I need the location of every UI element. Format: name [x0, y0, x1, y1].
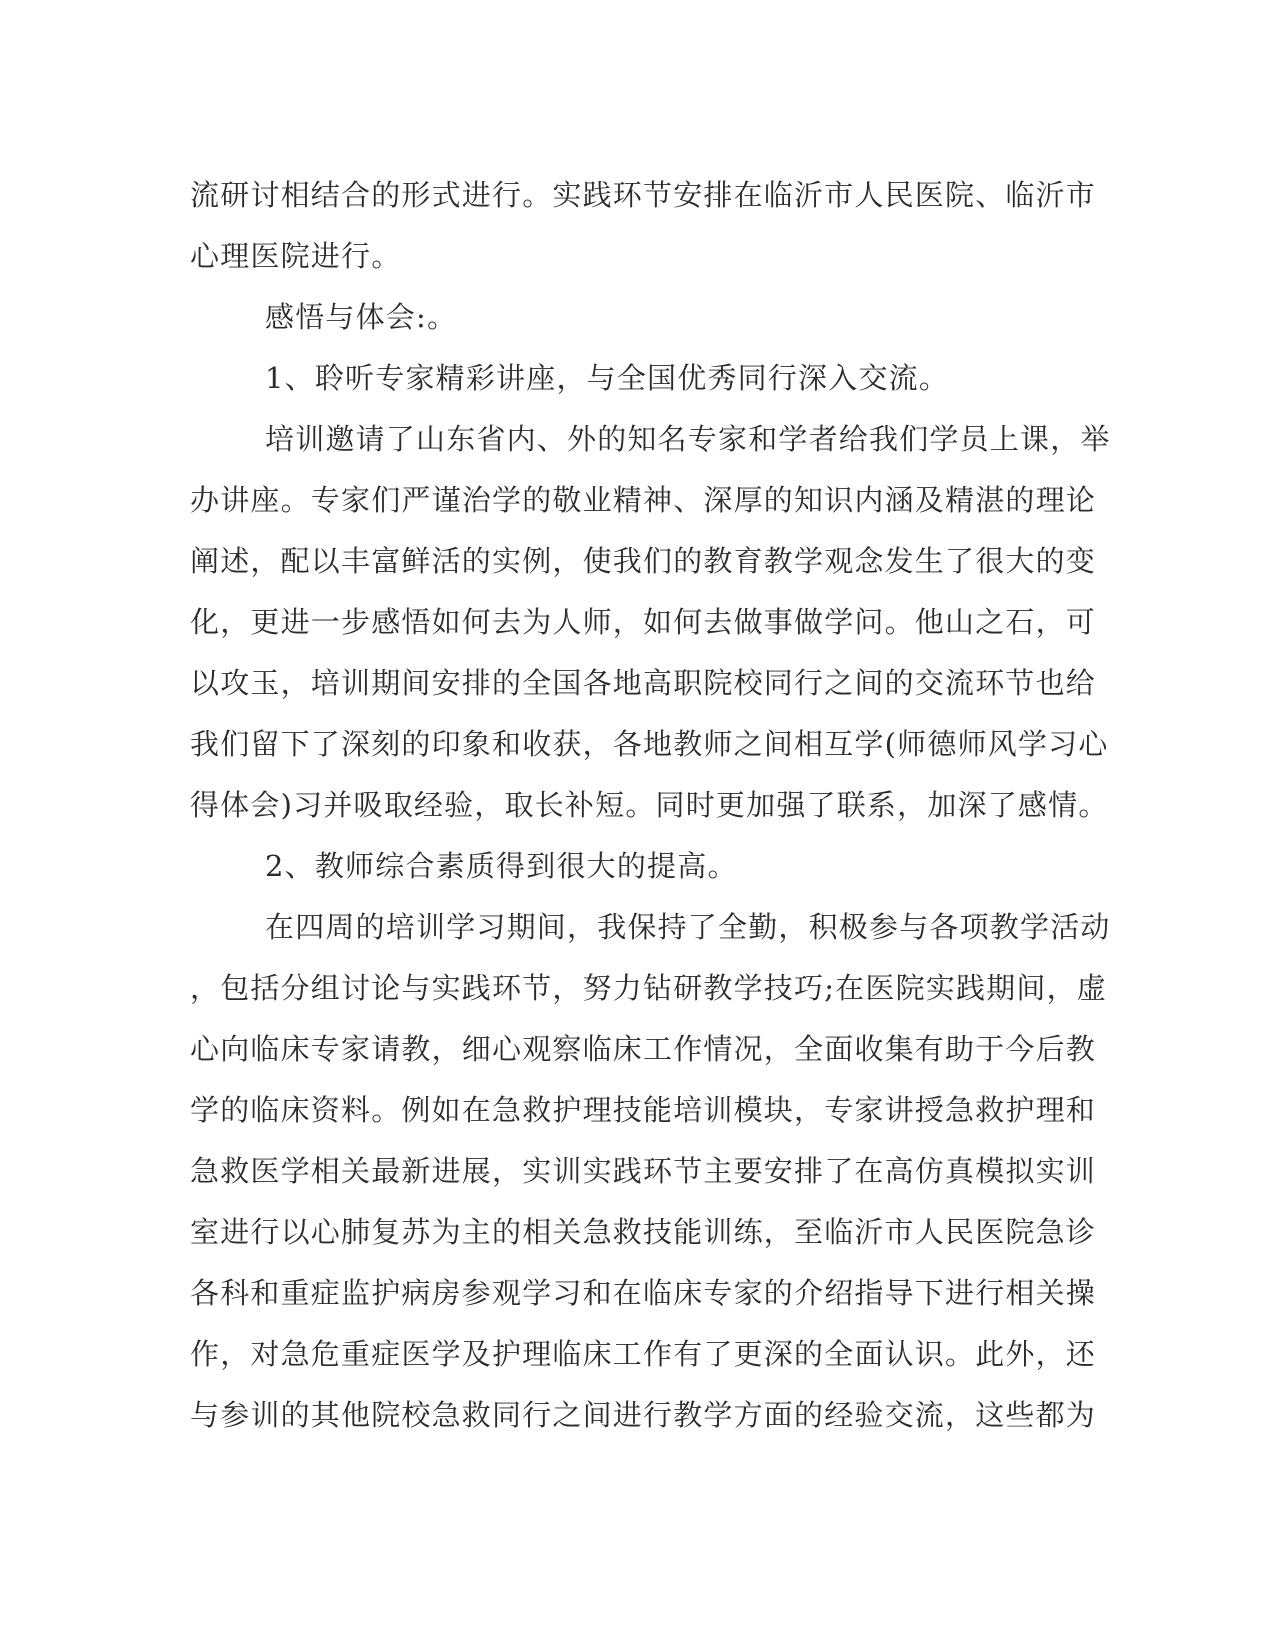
- document-body: [190, 165, 1111, 1446]
- text-line: 在四周的培训学习期间，我保持了全勤，积极参与各项教学活动: [265, 910, 1111, 944]
- text-line: 化，更进一步感悟如何去为人师，如何去做事做学问。他山之石，可: [190, 605, 1097, 639]
- text-line: 各科和重症监护病房参观学习和在临床专家的介绍指导下进行相关操: [190, 1276, 1097, 1310]
- text-line: 室进行以心肺复苏为主的相关急救技能训练，至临沂市人民医院急诊: [190, 1215, 1097, 1249]
- text-line: 作，对急危重症医学及护理临床工作有了更深的全面认识。此外，还: [190, 1337, 1097, 1371]
- text-line: 心理医院进行。: [190, 239, 402, 273]
- text-line: 以攻玉，培训期间安排的全国各地高职院校同行之间的交流环节也给: [190, 666, 1097, 700]
- text-line: 流研讨相结合的形式进行。实践环节安排在临沂市人民医院、临沂市: [190, 178, 1097, 212]
- text-line: 办讲座。专家们严谨治学的敬业精神、深厚的知识内涵及精湛的理论: [190, 483, 1097, 517]
- numbered-heading: 1、聆听专家精彩讲座，与全国优秀同行深入交流。: [265, 361, 950, 395]
- text-line: 急救医学相关最新进展，实训实践环节主要安排了在高仿真模拟实训: [190, 1154, 1097, 1188]
- text-line: ，包括分组讨论与实践环节，努力钻研教学技巧;在医院实践期间，虚: [190, 971, 1107, 1005]
- text-line: 我们留下了深刻的印象和收获，各地教师之间相互学(师德师风学习心: [190, 727, 1109, 761]
- text-line: 阐述，配以丰富鲜活的实例，使我们的教育教学观念发生了很大的变: [190, 544, 1097, 578]
- text-line: 心向临床专家请教，细心观察临床工作情况，全面收集有助于今后教: [190, 1032, 1097, 1066]
- section-heading: 感悟与体会:。: [265, 300, 458, 334]
- numbered-heading: 2、教师综合素质得到很大的提高。: [265, 849, 738, 883]
- text-line: 学的临床资料。例如在急救护理技能培训模块，专家讲授急救护理和: [190, 1093, 1097, 1127]
- text-line: 与参训的其他院校急救同行之间进行教学方面的经验交流，这些都为: [190, 1398, 1097, 1432]
- text-line: 培训邀请了山东省内、外的知名专家和学者给我们学员上课，举: [265, 422, 1111, 456]
- text-line: 得体会)习并吸取经验，取长补短。同时更加强了联系，加深了感情。: [190, 788, 1109, 822]
